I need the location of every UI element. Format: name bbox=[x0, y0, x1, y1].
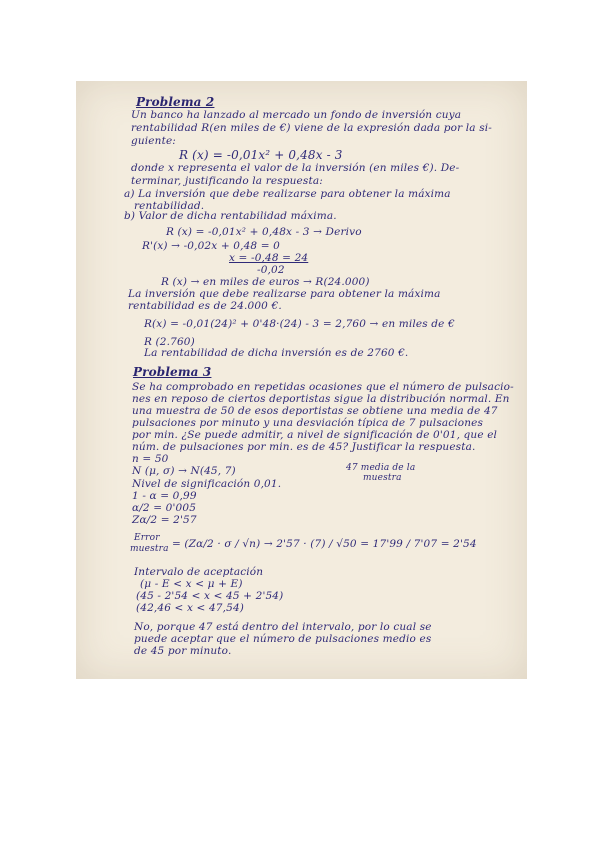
p3-z-value: Zα/2 = 2'57 bbox=[132, 514, 197, 526]
p3-interval-result: (42,46 < x < 47,54) bbox=[136, 602, 245, 614]
p2-derivative: R (x) = -0,01x² + 0,48x - 3 → Derivo bbox=[166, 226, 362, 238]
p3-conclusion: No, porque 47 está dentro del intervalo, por lo cual se bbox=[134, 621, 432, 633]
p2-formula: R (x) = -0,01x² + 0,48x - 3 bbox=[179, 148, 343, 162]
p2-line: terminar, justificando la respuesta: bbox=[131, 175, 323, 187]
p3-n: n = 50 bbox=[132, 453, 169, 465]
p3-alpha-half: α/2 = 0'005 bbox=[132, 502, 197, 514]
p3-interval-title: Intervalo de aceptación bbox=[134, 566, 264, 578]
p3-conclusion: de 45 por minuto. bbox=[134, 645, 232, 657]
problema-3-title: Problema 3 bbox=[133, 365, 212, 379]
p3-line: por min. ¿Se puede admitir, a nivel de significación de 0'01, que el bbox=[132, 429, 498, 441]
p3-significance: Nivel de significación 0,01. bbox=[132, 478, 282, 490]
p2-result: R (2.760) bbox=[144, 336, 195, 348]
problema-2-title: Problema 2 bbox=[136, 95, 215, 109]
p3-sample-mean-note: muestra bbox=[363, 473, 402, 483]
p2-question-b: b) Valor de dicha rentabilidad máxima. bbox=[124, 210, 337, 222]
p2-derivative-zero: R'(x) → -0,02x + 0,48 = 0 bbox=[142, 240, 280, 252]
p3-line: nes en reposo de ciertos deportistas sigue la distribución normal. En bbox=[132, 393, 510, 405]
p2-line: guiente: bbox=[131, 135, 176, 147]
p3-conclusion: puede aceptar que el número de pulsaciones medio es bbox=[134, 633, 432, 645]
p3-error-formula: = (Zα/2 · σ / √n) → 2'57 · (7) / √50 = 17'99 / 7'07 = 2'54 bbox=[172, 538, 477, 550]
p2-line: donde x representa el valor de la inversión (en miles €). De- bbox=[131, 162, 460, 174]
p3-sample-mean-note: 47 media de la bbox=[346, 463, 416, 473]
p3-interval-formula: (μ - E < x < μ + E) bbox=[140, 578, 243, 590]
paper-sheet bbox=[76, 81, 527, 679]
p2-units: R (x) → en miles de euros → R(24.000) bbox=[161, 276, 370, 288]
p3-line: pulsaciones por minuto y una desviación típica de 7 pulsaciones bbox=[132, 417, 484, 429]
p2-line: Un banco ha lanzado al mercado un fondo de inversión cuya bbox=[131, 109, 462, 121]
p3-interval-values: (45 - 2'54 < x < 45 + 2'54) bbox=[136, 590, 284, 602]
p2-x-denominator: -0,02 bbox=[257, 264, 285, 276]
p3-line: núm. de pulsaciones por min. es de 45? Justificar la respuesta. bbox=[132, 441, 476, 453]
p2-answer-b: La rentabilidad de dicha inversión es de 2760 €. bbox=[144, 347, 409, 359]
p2-line: rentabilidad. bbox=[134, 200, 205, 212]
p3-confidence: 1 - α = 0,99 bbox=[132, 490, 197, 502]
p3-error-label: Error bbox=[134, 533, 160, 543]
p3-line: Se ha comprobado en repetidas ocasiones que el número de pulsacio- bbox=[132, 381, 514, 393]
p2-answer-a: La inversión que debe realizarse para obtener la máxima bbox=[128, 288, 441, 300]
p2-evaluation: R(x) = -0,01(24)² + 0'48·(24) - 3 = 2,760 → en miles de € bbox=[144, 318, 455, 330]
p3-error-label: muestra bbox=[130, 544, 169, 554]
p2-question-a: a) La inversión que debe realizarse para obtener la máxima bbox=[124, 188, 451, 200]
p2-line: rentabilidad R(en miles de €) viene de la expresión dada por la si- bbox=[131, 122, 492, 134]
p3-distribution: N (μ, σ) → N(45, 7) bbox=[132, 465, 236, 477]
p2-x-value: x = -0,48 = 24 bbox=[229, 252, 309, 264]
p3-line: una muestra de 50 de esos deportistas se obtiene una media de 47 bbox=[132, 405, 498, 417]
p2-answer-a: rentabilidad es de 24.000 €. bbox=[128, 300, 282, 312]
